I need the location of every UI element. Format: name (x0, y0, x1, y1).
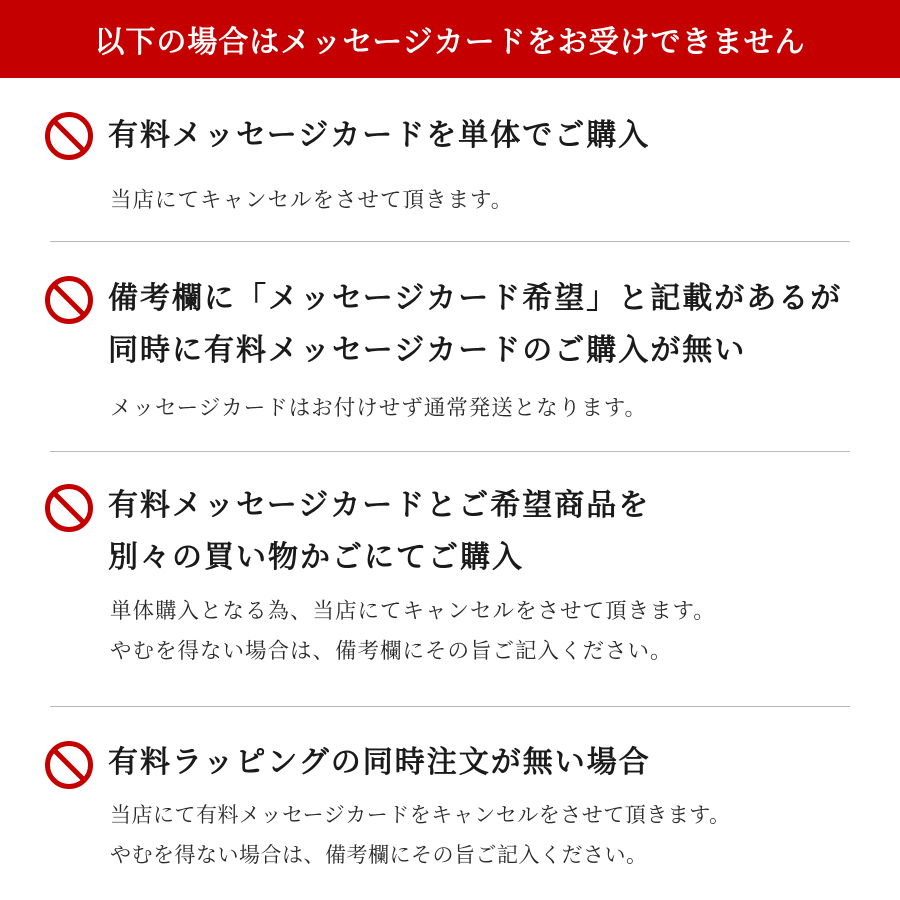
condition-note (110, 795, 731, 875)
note-line: 当店にてキャンセルをさせて頂きます。 (110, 188, 514, 213)
section-divider (50, 451, 850, 452)
condition-note (110, 389, 647, 429)
prohibited-icon (44, 111, 94, 161)
heading-line: 有料メッセージカードを単体でご購入 (108, 118, 651, 153)
condition-heading (108, 737, 651, 789)
note-line: メッセージカードはお付けせず通常発送となります。 (110, 396, 647, 421)
section-divider (50, 706, 850, 707)
condition-note (110, 181, 513, 221)
condition-heading (108, 110, 650, 162)
prohibited-icon (44, 483, 94, 533)
condition-heading (108, 273, 842, 377)
note-line: やむを得ない場合は、備考欄にその旨ご記入ください。 (110, 843, 648, 867)
heading-line: 同時に有料メッセージカードのご購入が無い (108, 333, 747, 368)
note-line: 単体購入となる為、当店にてキャンセルをさせて頂きます。 (110, 599, 716, 624)
banner-title: 以下の場合はメッセージカードをお受けできません (94, 25, 806, 60)
header-banner (0, 0, 900, 78)
condition-note (110, 592, 716, 672)
prohibited-icon (44, 740, 94, 790)
condition-heading (108, 480, 650, 584)
prohibited-icon (44, 275, 94, 325)
heading-line: 有料ラッピングの同時注文が無い場合 (108, 745, 651, 780)
section-divider (50, 241, 850, 242)
heading-line: 有料メッセージカードとご希望商品を (108, 488, 651, 523)
note-line: やむを得ない場合は、備考欄にその旨ご記入ください。 (110, 639, 673, 664)
heading-line: 別々の買い物かごにてご購入 (108, 540, 524, 575)
heading-line: 備考欄に「メッセージカード希望」と記載があるが (108, 281, 843, 316)
note-line: 当店にて有料メッセージカードをキャンセルをさせて頂きます。 (110, 803, 731, 827)
